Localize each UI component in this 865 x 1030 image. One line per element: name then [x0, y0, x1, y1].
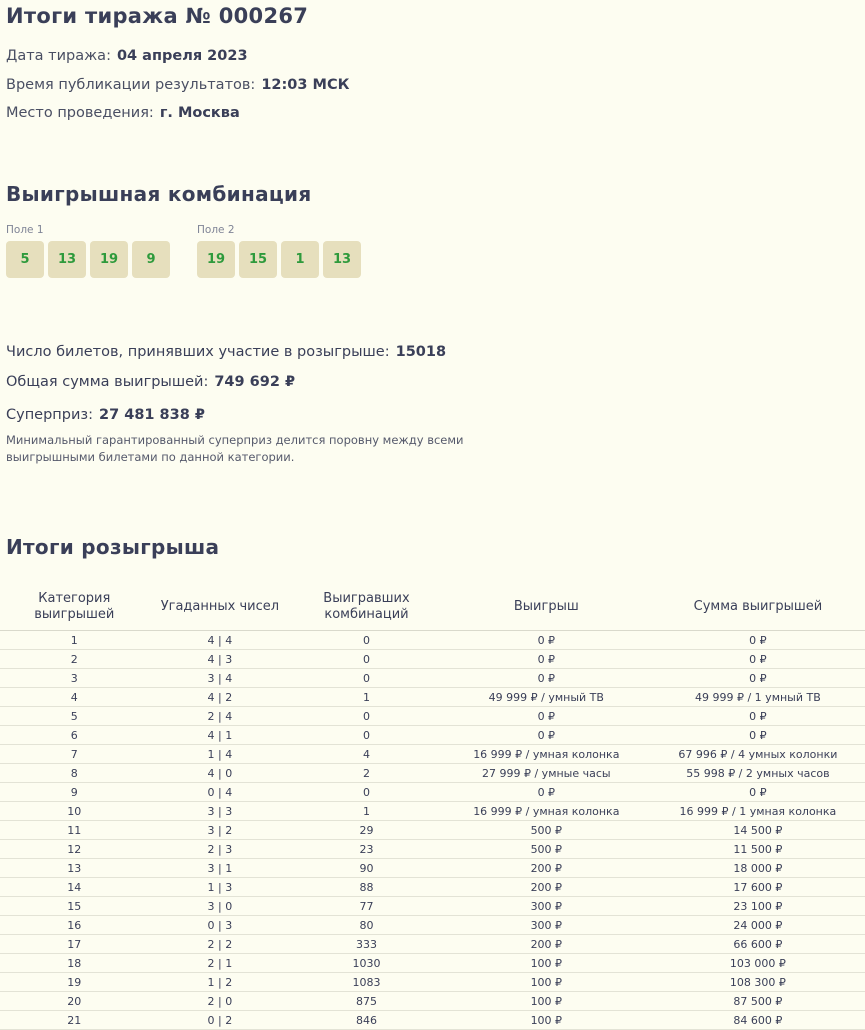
- prize-total-cell: 0 ₽: [651, 707, 865, 726]
- superprize-label: Суперприз:: [6, 407, 94, 423]
- winning-combos-cell: 333: [291, 935, 442, 954]
- ball: 15: [239, 241, 277, 278]
- prize-total-cell: 17 600 ₽: [651, 878, 865, 897]
- table-row: [0, 707, 865, 726]
- winning-combos-cell: 1: [291, 688, 442, 707]
- results-heading: Итоги розыгрыша: [6, 535, 220, 559]
- winning-combos-cell: 0: [291, 707, 442, 726]
- superprize: [6, 407, 205, 423]
- results-header-row: [0, 584, 865, 631]
- prize-cell: 16 999 ₽ / умная колонка: [442, 745, 651, 764]
- ball: 13: [48, 241, 86, 278]
- prize-cell: 27 999 ₽ / умные часы: [442, 764, 651, 783]
- table-row: [0, 764, 865, 783]
- guessed-cell: 3 | 0: [149, 897, 292, 916]
- guessed-cell: 2 | 0: [149, 992, 292, 1011]
- field1-balls: [6, 241, 170, 278]
- prize-total-cell: 0 ₽: [651, 783, 865, 802]
- category-cell: 20: [0, 992, 149, 1011]
- prize-total-cell: 103 000 ₽: [651, 954, 865, 973]
- prize-total-cell: 49 999 ₽ / 1 умный ТВ: [651, 688, 865, 707]
- winning-combos-cell: 29: [291, 821, 442, 840]
- guessed-cell: 3 | 3: [149, 802, 292, 821]
- total-winnings-label: Общая сумма выигрышей:: [6, 374, 209, 390]
- field2-balls: [197, 241, 361, 278]
- guessed-cell: 4 | 1: [149, 726, 292, 745]
- category-cell: 10: [0, 802, 149, 821]
- publication-time-value: 12:03 МСК: [261, 77, 350, 93]
- prize-total-cell: 14 500 ₽: [651, 821, 865, 840]
- winning-combos-cell: 1030: [291, 954, 442, 973]
- results-body: [0, 631, 865, 1030]
- col-winning-combos: Выигравших комбинаций: [291, 584, 442, 631]
- guessed-cell: 2 | 1: [149, 954, 292, 973]
- guessed-cell: 1 | 2: [149, 973, 292, 992]
- category-cell: 3: [0, 669, 149, 688]
- table-row: [0, 859, 865, 878]
- prize-cell: 100 ₽: [442, 973, 651, 992]
- prize-cell: 100 ₽: [442, 992, 651, 1011]
- prize-cell: 300 ₽: [442, 897, 651, 916]
- winning-combos-cell: 846: [291, 1011, 442, 1030]
- prize-cell: 0 ₽: [442, 631, 651, 650]
- publication-time: [6, 77, 349, 93]
- guessed-cell: 3 | 1: [149, 859, 292, 878]
- prize-total-cell: 66 600 ₽: [651, 935, 865, 954]
- ball: 19: [90, 241, 128, 278]
- category-cell: 21: [0, 1011, 149, 1030]
- prize-cell: 49 999 ₽ / умный ТВ: [442, 688, 651, 707]
- prize-cell: 0 ₽: [442, 726, 651, 745]
- prize-total-cell: 108 300 ₽: [651, 973, 865, 992]
- table-row: [0, 650, 865, 669]
- superprize-value: 27 481 838 ₽: [99, 407, 205, 423]
- table-row: [0, 935, 865, 954]
- category-cell: 19: [0, 973, 149, 992]
- winning-combos-cell: 88: [291, 878, 442, 897]
- category-cell: 8: [0, 764, 149, 783]
- winning-combos-cell: 1: [291, 802, 442, 821]
- guessed-cell: 1 | 3: [149, 878, 292, 897]
- guessed-cell: 2 | 4: [149, 707, 292, 726]
- category-cell: 2: [0, 650, 149, 669]
- prize-total-cell: 67 996 ₽ / 4 умных колонки: [651, 745, 865, 764]
- prize-total-cell: 0 ₽: [651, 631, 865, 650]
- prize-total-cell: 0 ₽: [651, 650, 865, 669]
- guessed-cell: 0 | 3: [149, 916, 292, 935]
- field2-label: Поле 2: [197, 224, 235, 236]
- col-prize-total: Сумма выигрышей: [651, 584, 865, 631]
- draw-date-value: 04 апреля 2023: [116, 48, 248, 64]
- tickets-count: [6, 344, 446, 360]
- draw-place-label: Место проведения:: [6, 105, 154, 121]
- field1-label: Поле 1: [6, 224, 44, 236]
- guessed-cell: 4 | 0: [149, 764, 292, 783]
- winning-combos-cell: 90: [291, 859, 442, 878]
- table-row: [0, 631, 865, 650]
- winning-combos-cell: 2: [291, 764, 442, 783]
- ball: 19: [197, 241, 235, 278]
- prize-total-cell: 23 100 ₽: [651, 897, 865, 916]
- prize-total-cell: 16 999 ₽ / 1 умная колонка: [651, 802, 865, 821]
- guessed-cell: 0 | 4: [149, 783, 292, 802]
- table-row: [0, 802, 865, 821]
- table-row: [0, 1011, 865, 1030]
- guessed-cell: 1 | 4: [149, 745, 292, 764]
- winning-combos-cell: 4: [291, 745, 442, 764]
- prize-cell: 500 ₽: [442, 840, 651, 859]
- table-row: [0, 783, 865, 802]
- prize-cell: 100 ₽: [442, 1011, 651, 1030]
- category-cell: 6: [0, 726, 149, 745]
- prize-cell: 100 ₽: [442, 954, 651, 973]
- prize-total-cell: 24 000 ₽: [651, 916, 865, 935]
- category-cell: 7: [0, 745, 149, 764]
- table-row: [0, 954, 865, 973]
- col-category: Категория выигрышей: [0, 584, 149, 631]
- combination-heading: Выигрышная комбинация: [6, 182, 312, 206]
- winning-combos-cell: 0: [291, 650, 442, 669]
- prize-total-cell: 0 ₽: [651, 669, 865, 688]
- guessed-cell: 4 | 3: [149, 650, 292, 669]
- prize-cell: 0 ₽: [442, 783, 651, 802]
- prize-total-cell: 11 500 ₽: [651, 840, 865, 859]
- winning-combos-cell: 0: [291, 783, 442, 802]
- table-row: [0, 821, 865, 840]
- category-cell: 4: [0, 688, 149, 707]
- prize-total-cell: 87 500 ₽: [651, 992, 865, 1011]
- superprize-note: Минимальный гарантированный суперприз делится поровну между всеми выигрышными билетами по данной категории.: [6, 433, 464, 464]
- total-winnings-value: 749 692 ₽: [214, 374, 296, 390]
- category-cell: 13: [0, 859, 149, 878]
- ball: 13: [323, 241, 361, 278]
- prize-total-cell: 55 998 ₽ / 2 умных часов: [651, 764, 865, 783]
- category-cell: 11: [0, 821, 149, 840]
- draw-date-label: Дата тиража:: [6, 48, 111, 64]
- prize-total-cell: 18 000 ₽: [651, 859, 865, 878]
- table-row: [0, 973, 865, 992]
- col-prize: Выигрыш: [442, 584, 651, 631]
- ball: 5: [6, 241, 44, 278]
- total-winnings: [6, 374, 295, 390]
- prize-cell: 200 ₽: [442, 859, 651, 878]
- category-cell: 5: [0, 707, 149, 726]
- col-guessed: Угаданных чисел: [149, 584, 292, 631]
- table-row: [0, 916, 865, 935]
- table-row: [0, 840, 865, 859]
- publication-time-label: Время публикации результатов:: [6, 77, 256, 93]
- prize-cell: 200 ₽: [442, 878, 651, 897]
- prize-cell: 0 ₽: [442, 650, 651, 669]
- category-cell: 15: [0, 897, 149, 916]
- guessed-cell: 0 | 2: [149, 1011, 292, 1030]
- ball: 9: [132, 241, 170, 278]
- table-row: [0, 897, 865, 916]
- category-cell: 14: [0, 878, 149, 897]
- winning-combos-cell: 875: [291, 992, 442, 1011]
- prize-cell: 0 ₽: [442, 669, 651, 688]
- table-row: [0, 688, 865, 707]
- prize-total-cell: 84 600 ₽: [651, 1011, 865, 1030]
- prize-cell: 500 ₽: [442, 821, 651, 840]
- guessed-cell: 3 | 4: [149, 669, 292, 688]
- draw-date: [6, 48, 248, 64]
- winning-combos-cell: 1083: [291, 973, 442, 992]
- table-row: [0, 726, 865, 745]
- winning-combos-cell: 80: [291, 916, 442, 935]
- tickets-count-value: 15018: [395, 344, 447, 360]
- winning-combos-cell: 0: [291, 726, 442, 745]
- category-cell: 16: [0, 916, 149, 935]
- prize-cell: 200 ₽: [442, 935, 651, 954]
- guessed-cell: 4 | 2: [149, 688, 292, 707]
- category-cell: 12: [0, 840, 149, 859]
- results-table: [0, 584, 865, 1030]
- guessed-cell: 4 | 4: [149, 631, 292, 650]
- prize-total-cell: 0 ₽: [651, 726, 865, 745]
- category-cell: 17: [0, 935, 149, 954]
- draw-place-value: г. Москва: [159, 105, 240, 121]
- winning-combos-cell: 77: [291, 897, 442, 916]
- category-cell: 18: [0, 954, 149, 973]
- table-row: [0, 992, 865, 1011]
- table-row: [0, 669, 865, 688]
- table-row: [0, 745, 865, 764]
- prize-cell: 300 ₽: [442, 916, 651, 935]
- table-row: [0, 878, 865, 897]
- tickets-count-label: Число билетов, принявших участие в розыгрыше:: [6, 344, 390, 360]
- winning-combos-cell: 23: [291, 840, 442, 859]
- category-cell: 1: [0, 631, 149, 650]
- draw-place: [6, 105, 240, 121]
- guessed-cell: 2 | 2: [149, 935, 292, 954]
- prize-cell: 16 999 ₽ / умная колонка: [442, 802, 651, 821]
- guessed-cell: 3 | 2: [149, 821, 292, 840]
- ball: 1: [281, 241, 319, 278]
- category-cell: 9: [0, 783, 149, 802]
- winning-combos-cell: 0: [291, 631, 442, 650]
- guessed-cell: 2 | 3: [149, 840, 292, 859]
- page-title: Итоги тиража № 000267: [6, 4, 309, 28]
- prize-cell: 0 ₽: [442, 707, 651, 726]
- winning-combos-cell: 0: [291, 669, 442, 688]
